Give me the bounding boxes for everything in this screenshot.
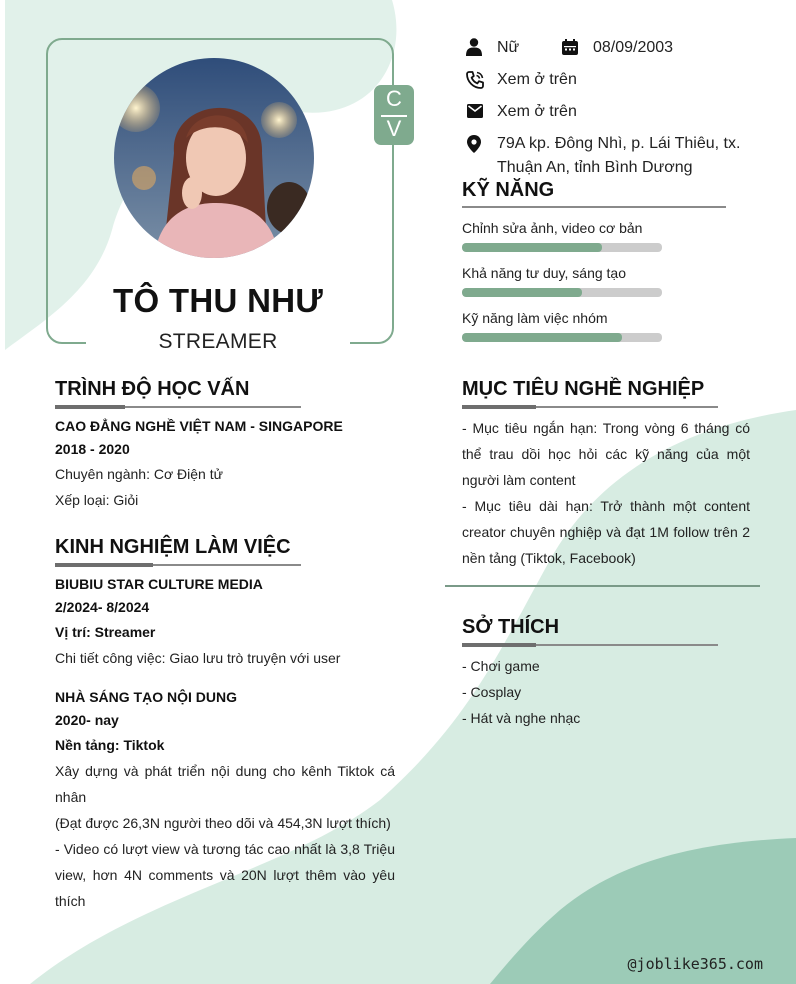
email-icon — [467, 104, 485, 122]
hobby-item-2: - Cosplay — [462, 684, 522, 700]
hobbies-heading: SỞ THÍCH — [462, 616, 560, 638]
footer-watermark[interactable]: @joblike365.com — [627, 955, 763, 973]
hobby-item-1: - Chơi game — [462, 658, 540, 674]
job-2-period: 2020- nay — [55, 712, 119, 728]
experience-heading: KINH NGHIỆM LÀM VIỆC — [55, 536, 291, 558]
profile-photo — [114, 58, 314, 258]
cv-badge — [374, 85, 414, 145]
skill-bar-3 — [462, 333, 662, 342]
education-period: 2018 - 2020 — [55, 441, 130, 457]
education-grade: Xếp loại: Giỏi — [55, 492, 139, 508]
calendar-icon — [562, 39, 580, 57]
skills-heading-rule — [462, 206, 726, 208]
cv-badge-bottom: V — [386, 116, 402, 141]
skill-label-2: Khả năng tư duy, sáng tạo — [462, 265, 627, 281]
job-1-role: Vị trí: Streamer — [55, 624, 156, 640]
job-2-company: NHÀ SÁNG TẠO NỘI DUNG — [55, 689, 237, 705]
hobby-item-3: - Hát và nghe nhạc — [462, 710, 581, 726]
address-value: 79A kp. Đông Nhì, p. Lái Thiêu, tx. Thuận An, tỉnh Bình Dương — [497, 135, 741, 176]
job-1-detail: Chi tiết công việc: Giao lưu trò truyện với user — [55, 650, 341, 666]
job-2-role: Nền tảng: Tiktok — [55, 737, 165, 753]
location-pin-icon — [467, 135, 485, 153]
skill-bar-fill-2 — [462, 288, 582, 297]
cv-badge-top: C — [386, 86, 402, 111]
job-title: STREAMER — [158, 330, 278, 353]
objective-heading-accent — [462, 405, 536, 409]
skill-label-3: Kỹ năng làm việc nhóm — [462, 310, 608, 326]
education-heading-accent — [55, 405, 125, 409]
job-2-detail-1: Xây dựng và phát triển nội dung cho kênh Tiktok cá nhân — [55, 763, 395, 805]
gender-value: Nữ — [497, 39, 520, 56]
skill-label-1: Chỉnh sửa ảnh, video cơ bản — [462, 220, 643, 236]
objective-heading: MỤC TIÊU NGHỀ NGHIỆP — [462, 378, 705, 400]
job-2-detail-2: (Đạt được 26,3N người theo dõi và 454,3N lượt thích) — [55, 815, 391, 831]
full-name: TÔ THU NHƯ — [112, 282, 324, 319]
email-value: Xem ở trên — [497, 103, 577, 120]
education-major: Chuyên ngành: Cơ Điện tử — [55, 466, 223, 482]
skill-bar-fill-1 — [462, 243, 602, 252]
phone-value: Xem ở trên — [497, 71, 577, 88]
date-of-birth: 08/09/2003 — [593, 39, 674, 56]
skill-bar-2 — [462, 288, 662, 297]
job-1-company: BIUBIU STAR CULTURE MEDIA — [55, 576, 263, 592]
skills-heading: KỸ NĂNG — [462, 179, 555, 201]
skill-bar-1 — [462, 243, 662, 252]
objective-short-term: - Mục tiêu ngắn hạn: Trong vòng 6 tháng có thể trau dồi học hỏi các kỹ năng của một người làm content — [462, 420, 750, 488]
objective-long-term: - Mục tiêu dài hạn: Trở thành một content creator chuyên nghiệp và đạt 1M follow trên 2 nền tảng (Tiktok, Facebook) — [462, 498, 750, 566]
education-heading: TRÌNH ĐỘ HỌC VẤN — [55, 378, 250, 400]
job-2-detail-3: - Video có lượt view và tương tác cao nhất là 3,8 Triệu view, hơn 4N comments và 20N lượt thêm vào yêu thích — [55, 841, 395, 909]
phone-icon — [466, 71, 484, 89]
education-school: CAO ĐẲNG NGHỀ VIỆT NAM - SINGAPORE — [55, 418, 343, 434]
hobbies-heading-accent — [462, 643, 536, 647]
experience-heading-accent — [55, 563, 153, 567]
person-icon — [466, 38, 484, 56]
section-divider — [445, 585, 760, 587]
job-1-period: 2/2024- 8/2024 — [55, 599, 150, 615]
skill-bar-fill-3 — [462, 333, 622, 342]
